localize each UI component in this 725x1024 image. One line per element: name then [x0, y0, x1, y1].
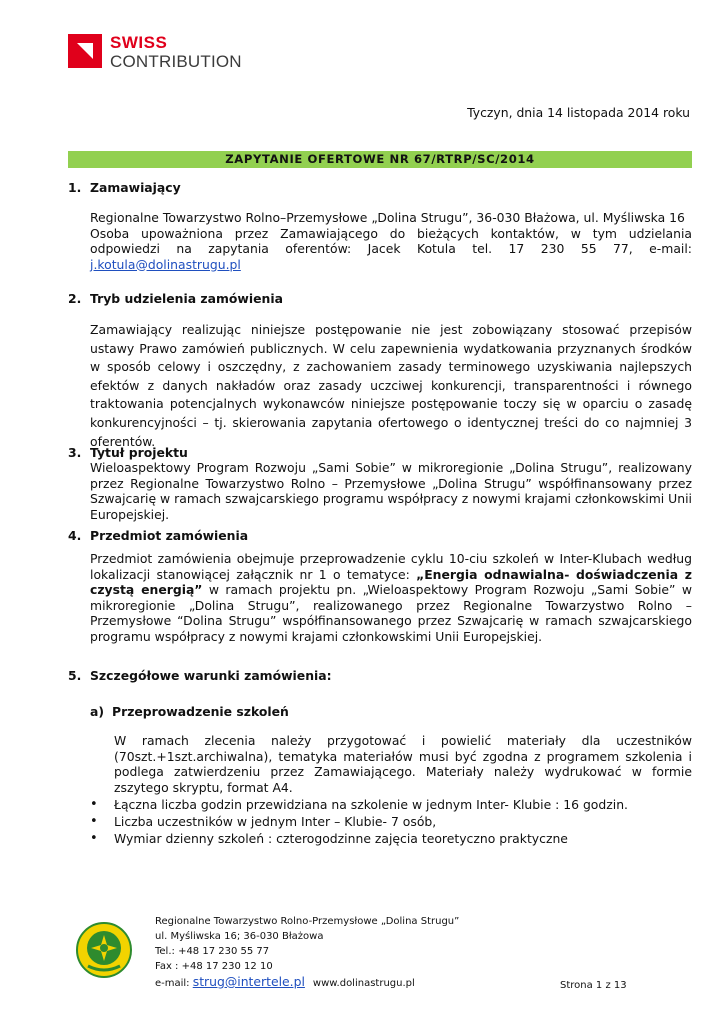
footer — [155, 914, 459, 991]
section-1-body — [90, 210, 692, 272]
footer-website[interactable]: www.dolinastrugu.pl — [312, 978, 415, 989]
section-2-body: Zamawiający realizując niniejsze postępowanie nie jest zobowiązany stosować przepisów ustawy Prawo zamówień publicznych. W celu zapewnienia wydatkowania przyznanych środków w sposób celowy i oszczędny, z zachowaniem zasady terminowego uzyskiwania najlepszych efektów z danych nakładów oraz zasady uczciwej konkurencji, transparentności i równego traktowania potencjalnych wykonawców niniejsze postępowanie toczy się w oparciu o zasadę konkurencyjności – tj. skierowania zapytania ofertowego o identycznej treści do co najmniej 3 oferentów. — [90, 322, 692, 449]
footer-address: ul. Myśliwska 16; 36-030 Błażowa — [155, 931, 324, 942]
list-item: • Wymiar dzienny szkoleń : czterogodzinne zajęcia teoretyczno praktyczne — [90, 830, 692, 847]
section-5-heading: 5. Szczegółowe warunki zamówienia: — [68, 668, 332, 683]
swiss-contribution-logo — [68, 34, 242, 70]
footer-tel: Tel.: +48 17 230 55 77 — [155, 946, 270, 957]
document-title: ZAPYTANIE OFERTOWE NR 67/RTRP/SC/2014 — [68, 151, 692, 168]
section-1-heading: 1. Zamawiający — [68, 180, 181, 195]
footer-contact: e-mail: strug@intertele.pl www.dolinastrugu.pl — [155, 974, 415, 989]
s1-line1: Regionalne Towarzystwo Rolno–Przemysłowe „Dolina Strugu”, 36-030 Błażowa, ul. Myśliwska 16 — [90, 210, 685, 225]
conditions-list — [90, 796, 692, 847]
logo-line2: CONTRIBUTION — [110, 52, 242, 71]
list-item: • Łączna liczba godzin przewidziana na szkolenie w jednym Inter- Klubie : 16 godzin. — [90, 796, 692, 813]
section-2-heading: 2. Tryb udzielenia zamówienia — [68, 291, 283, 306]
contact-email-link[interactable]: j.kotula@dolinastrugu.pl — [90, 256, 241, 272]
training-topic: „Energia odnawialna- doświadczenia z czystą energią” — [90, 566, 692, 597]
list-item: • Liczba uczestników w jednym Inter – Klubie- 7 osób, — [90, 813, 692, 830]
s1-line2: Osoba upoważniona przez Zamawiającego do bieżących kontaktów, w tym udzielania odpowiedzi na zapytania oferentów: Jacek Kotula tel. 17 230 55 77, e-mail: j.kotula@dolinastrugu.pl — [90, 225, 692, 272]
section-3-body: Wieloaspektowy Program Rozwoju „Sami Sobie” w mikroregionie „Dolina Strugu”, realizowany przez Regionalne Towarzystwo Rolno – Przemysłowe „Dolina Strugu” współfinansowany przez Szwajcarię w ramach szwajcarskiego programu współpracy z nowymi krajami członkowskimi Unii Europejskiej. — [90, 460, 692, 522]
swiss-logo-icon — [68, 34, 102, 68]
footer-fax: Fax : +48 17 230 12 10 — [155, 961, 273, 972]
logo-line1: SWISS — [110, 33, 168, 52]
footer-org: Regionalne Towarzystwo Rolno-Przemysłowe „Dolina Strugu” — [155, 916, 460, 927]
document-date: Tyczyn, dnia 14 listopada 2014 roku — [467, 105, 690, 120]
page-number: Strona 1 z 13 — [560, 980, 627, 991]
dolina-strugu-logo-icon — [76, 922, 132, 978]
section-4-heading: 4. Przedmiot zamówienia — [68, 528, 249, 543]
section-3-heading: 3. Tytuł projektu — [68, 445, 188, 460]
subsection-a-body: W ramach zlecenia należy przygotować i powielić materiały dla uczestników (70szt.+1szt.archiwalna), tematyka materiałów musi być zgodna z programem szkolenia i podlega zatwierdzeniu przez Zamawiającego. Materiały należy wydrukować w formie zszytego skryptu, format A4. — [114, 733, 692, 795]
footer-email-link[interactable]: strug@intertele.pl — [192, 974, 305, 989]
section-4-body: Przedmiot zamówienia obejmuje przeprowadzenie cyklu 10-ciu szkoleń w Inter-Klubach według lokalizacji stanowiącej załącznik nr 1 o tematyce: „Energia odnawialna- doświadczenia z czystą energią” w ramach projektu pn. „Wieloaspektowy Program Rozwoju „Sami Sobie” w mikroregionie „Dolina Strugu”, realizowanego przez Regionalne Towarzystwo Rolno – Przemysłowe “Dolina Strugu” współfinansowanego przez Szwajcarię w ramach szwajcarskiego programu współpracy z nowymi krajami członkowskimi Unii Europejskiej. — [90, 551, 692, 644]
subsection-a-heading: a) Przeprowadzenie szkoleń — [90, 704, 289, 719]
